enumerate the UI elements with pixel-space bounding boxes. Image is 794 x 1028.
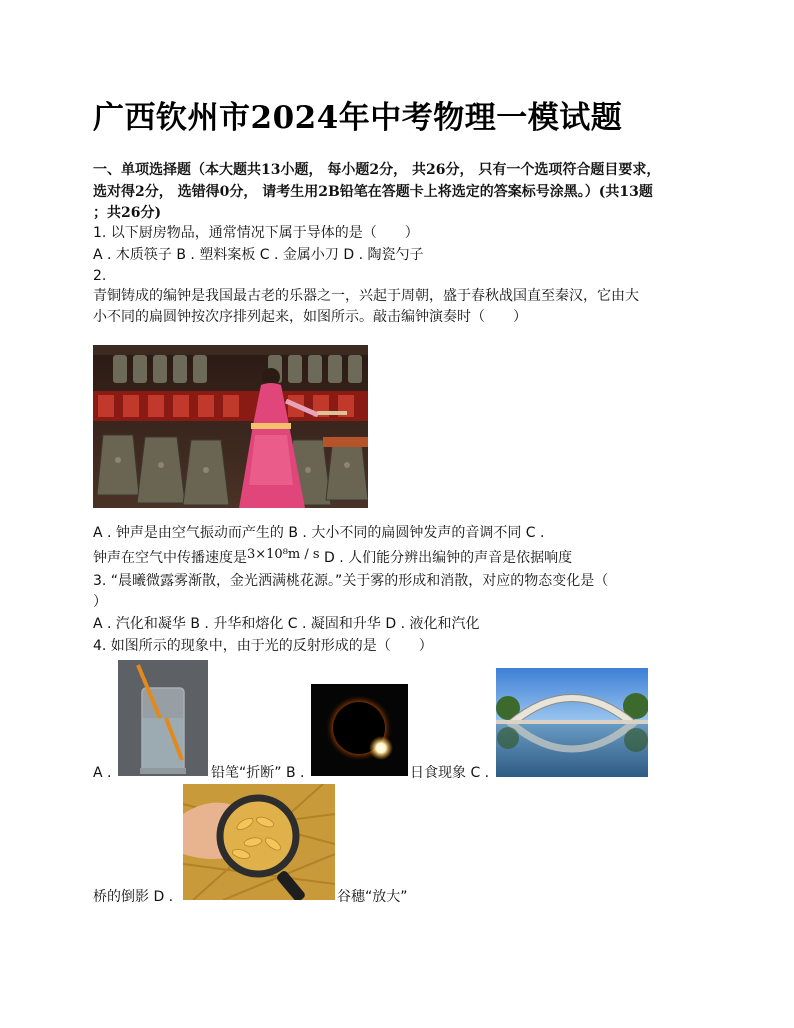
pencil-in-water-image: [118, 660, 208, 776]
q2-number: 2.: [93, 268, 107, 284]
q2-options-line-2: [93, 548, 572, 569]
bridge-reflection-image: [496, 668, 648, 777]
bianzhong-bells-image: [93, 345, 368, 508]
q2-stem-line-1: 青铜铸成的编钟是我国最古老的乐器之一，兴起于周朝，盛于春秋战国直至秦汉，它由大: [93, 288, 639, 304]
solar-eclipse-image: [311, 684, 408, 776]
speed-formula: 3×10⁸m / s: [247, 547, 320, 562]
q4-option-b-label: 日食现象 C .: [410, 765, 490, 781]
q4-option-a-label: 铅笔“折断” B .: [211, 765, 305, 781]
section-header-line-2: 选对得2分， 选错得0分， 请考生用2B铅笔在答题卡上将选定的答案标号涂黑。）(共13题: [93, 184, 653, 200]
section-header-line-3: ；共26分): [93, 205, 162, 221]
q3-stem-line-1: 3. “晨曦微露雾渐散，金光洒满桃花源。”关于雾的形成和消散，对应的物态变化是（: [93, 573, 609, 589]
q1-stem: 1. 以下厨房物品，通常情况下属于导体的是（ ）: [93, 225, 419, 241]
q3-options: A . 汽化和凝华 B . 升华和熔化 C . 凝固和升华 D . 液化和汽化: [93, 616, 480, 632]
q2-option-d-text: D . 人们能分辨出编钟的声音是依据响度: [319, 550, 573, 566]
q4-option-a-prefix: A .: [93, 765, 112, 781]
q1-options: A . 木质筷子 B . 塑料案板 C . 金属小刀 D . 陶瓷勺子: [93, 247, 424, 263]
q3-stem-line-2: ）: [93, 594, 107, 610]
q4-stem: 4. 如图所示的现象中，由于光的反射形成的是（ ）: [93, 638, 433, 654]
page-title: 广西钦州市2024年中考物理一模试题: [93, 100, 623, 136]
magnifier-grain-image: [183, 784, 335, 900]
q2-stem-line-2: 小不同的扁圆钟按次序排列起来，如图所示。敲击编钟演奏时（ ）: [93, 309, 527, 325]
q4-option-c-label: 桥的倒影 D .: [93, 889, 174, 905]
section-header-line-1: 一、单项选择题（本大题共13小题， 每小题2分， 共26分， 只有一个选项符合题目要求，: [93, 162, 661, 178]
q2-options-line-1: A . 钟声是由空气振动而产生的 B . 大小不同的扁圆钟发声的音调不同 C .: [93, 525, 545, 541]
q2-option-c-text: 钟声在空气中传播速度是: [93, 550, 247, 566]
q4-option-d-label: 谷穗“放大”: [337, 889, 408, 905]
